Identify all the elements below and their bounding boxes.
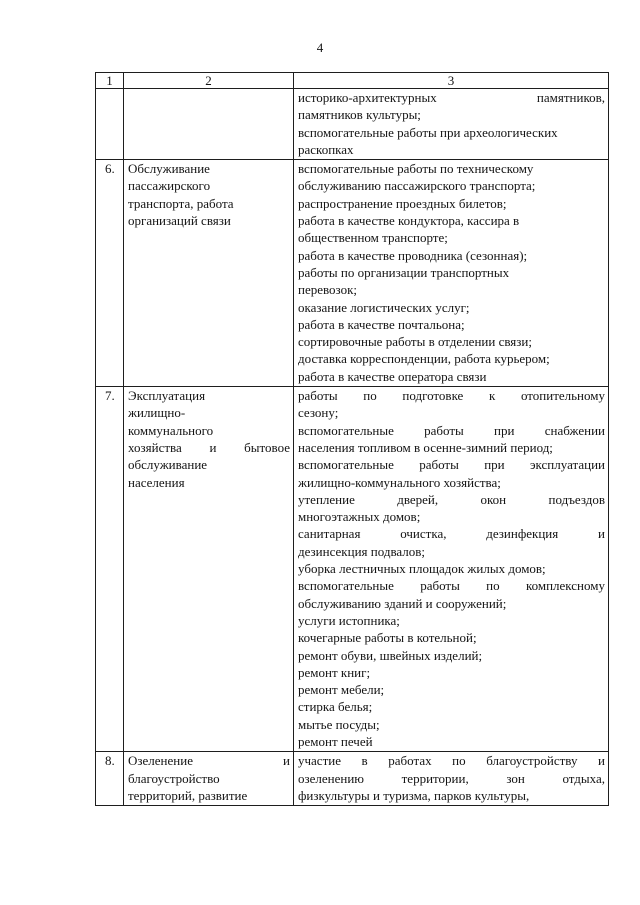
activity-line: Эксплуатация <box>128 388 206 404</box>
works-line: общественном транспорте; <box>298 230 448 246</box>
works-line: работы по подготовке к отопительному <box>298 388 605 404</box>
activity-line: Обслуживание <box>128 161 210 177</box>
activity-line: хозяйства и бытовое <box>128 439 290 455</box>
works-line: перевозок; <box>298 282 358 298</box>
works-cell <box>294 89 609 160</box>
activity-line: территорий, развитие <box>128 787 248 803</box>
works-line: сортировочные работы в отделении связи; <box>298 334 532 350</box>
table-row <box>96 387 609 752</box>
works-line: вспомогательные работы по техническому <box>298 161 534 177</box>
works-line: историко-архитектурных памятников, <box>298 90 605 105</box>
works-line: распространение проездных билетов; <box>298 195 507 211</box>
works-line: ремонт печей <box>298 733 373 749</box>
works-line: работа в качестве проводника (сезонная); <box>298 247 528 263</box>
activity-cell <box>124 89 294 160</box>
works-line: обслуживанию зданий и сооружений; <box>298 595 507 611</box>
works-line: ремонт мебели; <box>298 682 385 698</box>
works-line: ремонт обуви, швейных изделий; <box>298 647 483 663</box>
row-number: 8. <box>96 752 124 806</box>
header-cell-1: 1 <box>96 73 124 89</box>
works-line: уборка лестничных площадок жилых домов; <box>298 561 546 577</box>
activity-line: жилищно- <box>128 405 186 421</box>
table-row <box>96 752 609 806</box>
activity-line: Озеленение и <box>128 753 290 769</box>
table-row <box>96 160 609 387</box>
works-line: работа в качестве оператора связи <box>298 368 487 384</box>
works-line: услуги истопника; <box>298 612 400 628</box>
row-number <box>96 89 124 160</box>
works-line: доставка корреспонденции, работа курьером; <box>298 351 550 367</box>
works-line: сезону; <box>298 405 339 421</box>
row-number: 6. <box>96 160 124 387</box>
works-line: дезинсекция подвалов; <box>298 543 426 559</box>
works-line: вспомогательные работы при снабжении <box>298 422 605 438</box>
works-cell <box>294 752 609 806</box>
header-cell-3: 3 <box>294 73 609 89</box>
works-cell <box>294 387 609 752</box>
page-number: 4 <box>316 40 324 55</box>
works-line: физкультуры и туризма, парков культуры, <box>298 787 530 803</box>
works-line: населения топливом в осенне-зимний период; <box>298 439 553 455</box>
works-line: озеленению территории, зон отдыха, <box>298 770 605 786</box>
activity-line: коммунального <box>128 422 214 438</box>
table-body <box>96 73 609 806</box>
works-line: санитарная очистка, дезинфекция и <box>298 526 605 542</box>
activity-line: организаций связи <box>128 213 231 229</box>
works-line: многоэтажных домов; <box>298 509 421 525</box>
works-line: участие в работах по благоустройству и <box>298 753 605 769</box>
activity-cell <box>124 387 294 752</box>
works-table <box>95 72 609 806</box>
works-line: вспомогательные работы при эксплуатации <box>298 457 605 473</box>
activity-line: населения <box>128 474 185 490</box>
works-line: работа в качестве кондуктора, кассира в <box>298 213 520 229</box>
works-line: памятников культуры; <box>298 107 421 123</box>
works-line: мытье посуды; <box>298 716 380 732</box>
works-line: жилищно-коммунального хозяйства; <box>298 474 501 490</box>
works-line: вспомогательные работы при археологических <box>298 124 558 140</box>
works-line: вспомогательные работы по комплексному <box>298 578 605 594</box>
works-line: кочегарные работы в котельной; <box>298 630 477 646</box>
works-line: обслуживанию пассажирского транспорта; <box>298 178 536 194</box>
works-line: ремонт книг; <box>298 664 371 680</box>
works-line: работа в качестве почтальона; <box>298 316 465 332</box>
activity-line: благоустройство <box>128 770 220 786</box>
works-line: оказание логистических услуг; <box>298 299 470 315</box>
works-line: работы по организации транспортных <box>298 264 510 280</box>
activity-line: обслуживание <box>128 457 208 473</box>
works-line: стирка белья; <box>298 699 373 715</box>
activity-line: транспорта, работа <box>128 195 234 211</box>
activity-line: пассажирского <box>128 178 211 194</box>
works-cell <box>294 160 609 387</box>
activity-cell <box>124 752 294 806</box>
works-line: утепление дверей, окон подъездов <box>298 491 605 507</box>
header-row <box>96 73 609 89</box>
activity-cell <box>124 160 294 387</box>
works-line: раскопках <box>298 141 354 157</box>
row-number: 7. <box>96 387 124 752</box>
table-row <box>96 89 609 160</box>
header-cell-2: 2 <box>124 73 294 89</box>
